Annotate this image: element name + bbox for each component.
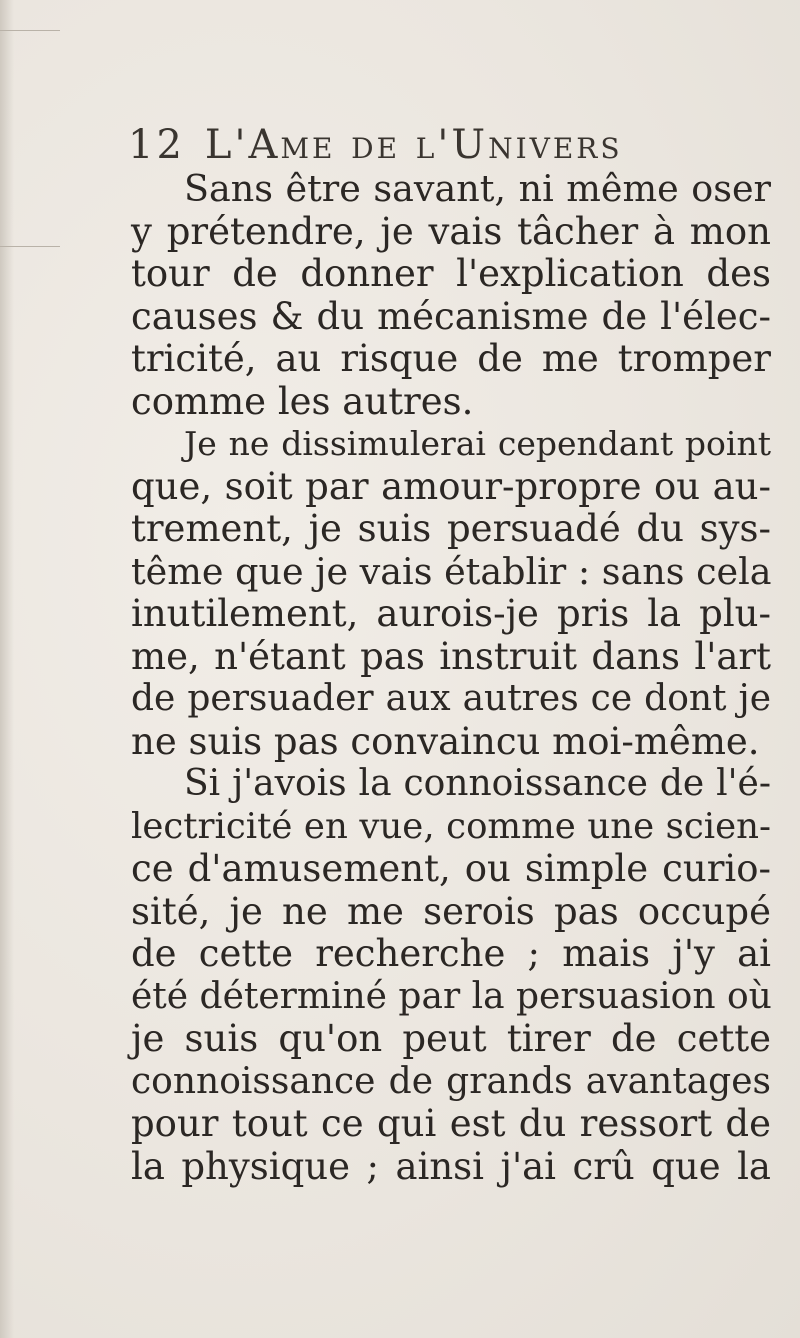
text-line: Je ne dissimulerai cependant point: [184, 424, 771, 463]
text-line: que, soit par amour-propre ou au-: [131, 464, 771, 508]
text-line: causes & du mécanisme de l'élec-: [131, 294, 771, 338]
text-line: pour tout ce qui est du ressort de: [131, 1102, 771, 1145]
running-title: L'Ame de l'Univers: [204, 122, 623, 168]
running-head: [128, 122, 623, 168]
text-line: de persuader aux autres ce dont je: [131, 678, 771, 719]
page-edge-mark: [0, 246, 60, 247]
text-line: Sans être savant, ni même oser: [184, 167, 771, 210]
text-line: été déterminé par la persuasion où: [131, 975, 772, 1017]
text-line: je suis qu'on peut tirer de cette: [131, 1017, 771, 1060]
text-line: y prétendre, je vais tâcher à mon: [131, 209, 771, 253]
text-line: lectricité en vue, comme une scien-: [131, 805, 771, 847]
text-line: ce d'amusement, ou simple curio-: [131, 847, 771, 890]
text-line: trement, je suis persuadé du sys-: [131, 507, 771, 550]
text-line: tême que je vais établir : sans cela: [131, 549, 772, 593]
text-line: Si j'avois la connoissance de l'é-: [184, 763, 771, 804]
text-line: sité, je ne me serois pas occupé: [131, 889, 771, 933]
text-line: de cette recherche ; mais j'y ai: [131, 932, 771, 975]
body-text: [131, 168, 771, 1188]
page-edge-shadow: [0, 0, 14, 1338]
text-line: tour de donner l'explication des: [131, 252, 771, 295]
page-number: 12: [128, 122, 185, 168]
page-edge-mark: [0, 30, 60, 31]
text-line: la physique ; ainsi j'ai crû que la: [131, 1144, 771, 1188]
text-line: ne suis pas convaincu moi-même.: [131, 719, 760, 763]
text-line: inutilement, aurois-je pris la plu-: [131, 592, 771, 635]
text-line: comme les autres.: [131, 379, 474, 423]
text-line: tricité, au risque de me tromper: [131, 337, 771, 380]
text-line: me, n'étant pas instruit dans l'art: [131, 634, 771, 678]
text-line: connoissance de grands avantages: [131, 1060, 771, 1102]
